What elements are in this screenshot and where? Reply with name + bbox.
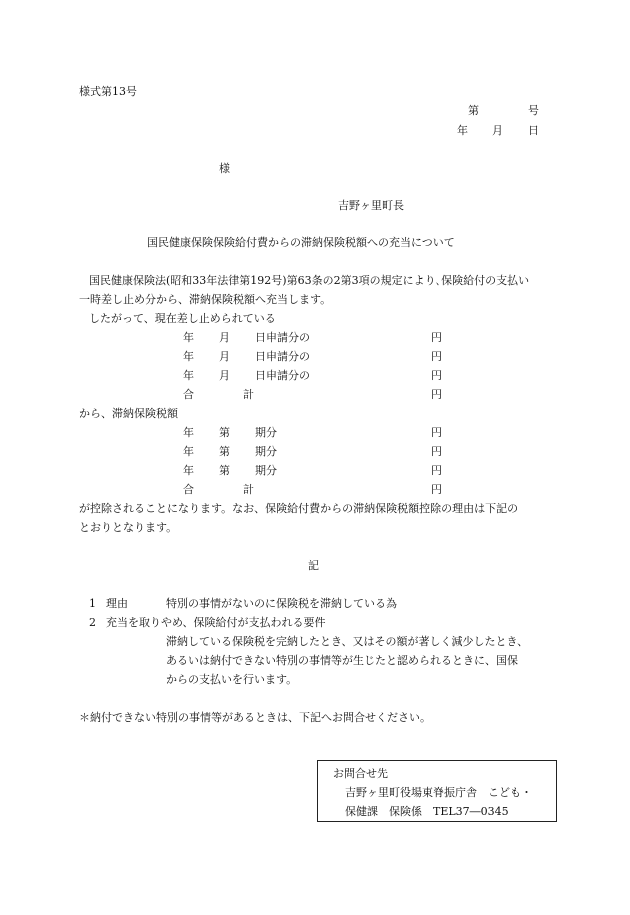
row-period: 期分: [255, 464, 277, 477]
row-yen: 円: [431, 369, 442, 382]
row-month: 月: [219, 331, 230, 344]
row-yen: 円: [431, 445, 442, 458]
row-desc: 日申請分の: [255, 369, 310, 382]
body-para2: したがって、現在差し止められている: [89, 312, 276, 325]
row-year: 年: [183, 350, 194, 363]
row-yen: 円: [431, 350, 442, 363]
body-para1-line1: 国民健康保険法(昭和33年法律第192号)第63条の2第3項の規定により､保険給付の支払い: [89, 274, 530, 287]
total-label-a: 合: [183, 483, 194, 496]
item2-number: 2: [89, 616, 96, 629]
closing-line1: が控除されることになります。なお、保険給付費からの滞納保険税額控除の理由は下記の: [79, 502, 519, 515]
item2-line: 滞納している保険税を完納したとき、又はその額が著しく減少したとき、: [166, 635, 529, 648]
contact-line2: 保健課 保険係 TEL37―0345: [345, 805, 509, 818]
doc-no-go: 号: [528, 104, 539, 117]
date-day: 日: [528, 124, 539, 137]
form-number: 様式第13号: [79, 85, 137, 98]
document-title: 国民健康保険保険給付費からの滞納保険税額への充当について: [147, 236, 455, 249]
total-label-b: 計: [243, 388, 254, 401]
total-label-b: 計: [243, 483, 254, 496]
row-desc: 日申請分の: [255, 350, 310, 363]
row-month: 月: [219, 369, 230, 382]
date-year: 年: [457, 124, 468, 137]
row-year: 年: [183, 464, 194, 477]
addressee-suffix: 様: [219, 162, 230, 175]
row-dai: 第: [219, 426, 230, 439]
total-yen: 円: [431, 483, 442, 496]
row-year: 年: [183, 331, 194, 344]
row-period: 期分: [255, 445, 277, 458]
row-desc: 日申請分の: [255, 331, 310, 344]
body-para1-line2: 一時差し止め分から、滞納保険税額へ充当します。: [79, 293, 332, 306]
contact-line1: 吉野ヶ里町役場東脊振庁舎 こども・: [345, 786, 532, 799]
row-period: 期分: [255, 426, 277, 439]
contact-heading: お問合せ先: [333, 767, 388, 780]
row-yen: 円: [431, 426, 442, 439]
item2-label: 充当を取りやめ、保険給付が支払われる要件: [106, 616, 326, 629]
row-dai: 第: [219, 464, 230, 477]
total-label-a: 合: [183, 388, 194, 401]
sender: 吉野ヶ里町長: [338, 199, 404, 212]
item1-text: 特別の事情がないのに保険税を滞納している為: [166, 597, 397, 610]
row-month: 月: [219, 350, 230, 363]
item1-label: 理由: [106, 597, 128, 610]
row-yen: 円: [431, 464, 442, 477]
closing-line2: とおりとなります。: [79, 521, 178, 534]
date-month: 月: [492, 124, 503, 137]
row-yen: 円: [431, 331, 442, 344]
total-yen: 円: [431, 388, 442, 401]
row-year: 年: [183, 426, 194, 439]
row-year: 年: [183, 445, 194, 458]
item2-line: からの支払いを行います。: [166, 673, 298, 686]
arrears-intro: から、滞納保険税額: [79, 407, 178, 420]
note: ＊納付できない特別の事情等があるときは、下記へお問合せください。: [79, 711, 431, 724]
row-year: 年: [183, 369, 194, 382]
doc-no-dai: 第: [468, 104, 479, 117]
item1-number: 1: [89, 597, 96, 610]
row-dai: 第: [219, 445, 230, 458]
ki-heading: 記: [308, 559, 319, 572]
item2-line: あるいは納付できない特別の事情等が生じたと認められるときに、国保: [166, 654, 518, 667]
